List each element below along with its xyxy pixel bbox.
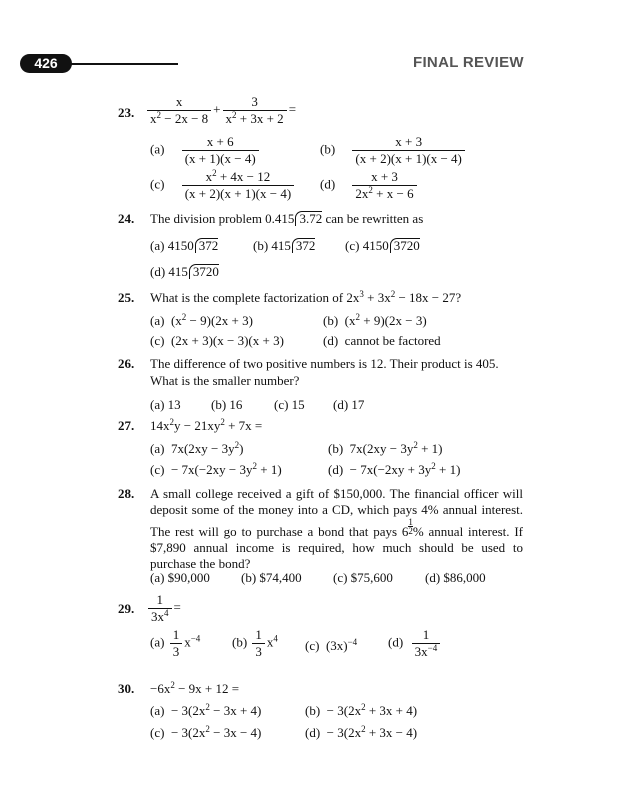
chapter-title: FINAL REVIEW <box>413 54 524 71</box>
question-27-number: 27. <box>118 418 135 433</box>
question-27-option-b: (b) $7x(2xy - 3y^2 + 1)$ <box>328 440 443 456</box>
question-23-option-a: (a) $\frac{x + 6}{(x + 1)(x - 4)}$ <box>150 135 261 166</box>
question-27-expression: $14x^2y - 21xy^2 + 7x$ = <box>150 417 263 433</box>
question-27-option-a: (a) $7x(2xy - 3y^2)$ <box>150 440 244 456</box>
question-23-option-d: (d) $\frac{x + 3}{2x^2 + x - 6}$ <box>320 170 419 201</box>
question-25-option-c: (c) (2x + 3)(x − 3)(x + 3) <box>150 333 284 348</box>
question-24-option-a: (a) 4150 372 <box>150 238 219 253</box>
question-29-option-d: (d) $\frac{1}{3x^{-4}}$ <box>388 628 442 659</box>
question-24-option-b: (b) 415 372 <box>253 238 316 253</box>
question-25-option-d: (d) cannot be factored <box>323 333 441 348</box>
question-30-option-d: $(d) - 3(2x^2 + 3x - 4)$ <box>305 724 418 740</box>
question-25-option-b: (b) $(x^2 + 9)(2x - 3)$ <box>323 312 427 328</box>
question-26-number: 26. <box>118 356 135 371</box>
page-number-badge: 426 <box>20 54 72 73</box>
question-25-text: What is the complete factorization of $2x^3 + 3x^2 - 18x - 27$? <box>150 289 462 305</box>
question-23-option-c: (c) $\frac{x^2 + 4x - 12}{(x + 2)(x + 1)(x - 4)}$ <box>150 170 296 201</box>
question-28-number: 28. <box>118 486 135 501</box>
question-28-option-c: (c) $75,600 <box>333 570 393 585</box>
question-28-option-a: (a) $90,000 <box>150 570 210 585</box>
question-26-line-1: The difference of two positive numbers is 12. Their product is 405. <box>150 356 499 371</box>
question-23-option-b: (b) $\frac{x + 3}{(x + 2)(x + 1)(x - 4)}$ <box>320 135 467 166</box>
question-24-option-c: (c) 4150 3720 <box>345 238 420 253</box>
question-24-number: 24. <box>118 211 135 226</box>
question-28-option-d: (d) $86,000 <box>425 570 486 585</box>
question-30-option-b: $(b) - 3(2x^2 + 3x + 4)$ <box>305 702 418 718</box>
question-25-number: 25. <box>118 290 135 305</box>
question-30-option-c: $(c) - 3(2x^2 - 3x - 4)$ <box>150 724 262 740</box>
question-30-number: 30. <box>118 681 135 696</box>
question-27-option-c: $(c) - 7x(-2xy - 3y^2 + 1)$ <box>150 461 282 477</box>
question-28-text: A small college received a gift of $150,000. The financial officer will deposit some of the money into a CD, which pays 4% annual interest. The rest will go to purchase a bond that pays 6 $\frac{1}{2}$ % annual interest. If $7,890 annual income is required, how much should be used to purchase the bond? <box>150 486 524 571</box>
question-25-option-a: (a) $(x^2 - 9)(2x + 3)$ <box>150 312 253 328</box>
question-26-line-2: What is the smaller number? <box>150 373 300 388</box>
question-29-option-a: (a) $\frac{1}{3}$ $x^{-4}$ <box>150 627 201 659</box>
question-28-option-b: (b) $74,400 <box>241 570 302 585</box>
question-29-expression: $\frac{1}{3x^4}$ = <box>146 593 181 624</box>
header-rule <box>68 63 178 65</box>
question-29-number: 29. <box>118 601 135 616</box>
question-24-text: The division problem 0.415 3.72 can be rewritten as <box>150 211 424 226</box>
question-26-option-b: (b) 16 <box>211 397 243 412</box>
question-26-option-c: (c) 15 <box>274 397 305 412</box>
question-29-option-c: (c) $(3x)^{-4}$ <box>305 637 358 653</box>
question-30-option-a: $(a) - 3(2x^2 - 3x + 4)$ <box>150 702 262 718</box>
question-24-option-d: (d) 415 3720 <box>150 264 219 279</box>
question-23-expression: $\frac{x}{x^2 - 2x - 8}$ + $\frac{3}{x^2 + 3x + 2}$ = <box>145 95 296 126</box>
question-26-option-a: (a) 13 <box>150 397 181 412</box>
question-26-option-d: (d) 17 <box>333 397 365 412</box>
question-23-number: 23. <box>118 105 135 120</box>
question-30-expression: $-6x^2 - 9x + 12$ = <box>150 680 240 696</box>
question-29-option-b: (b) $\frac{1}{3}$ $x^4$ <box>232 627 278 659</box>
question-27-option-d: $(d) - 7x(-2xy + 3y^2 + 1)$ <box>328 461 461 477</box>
